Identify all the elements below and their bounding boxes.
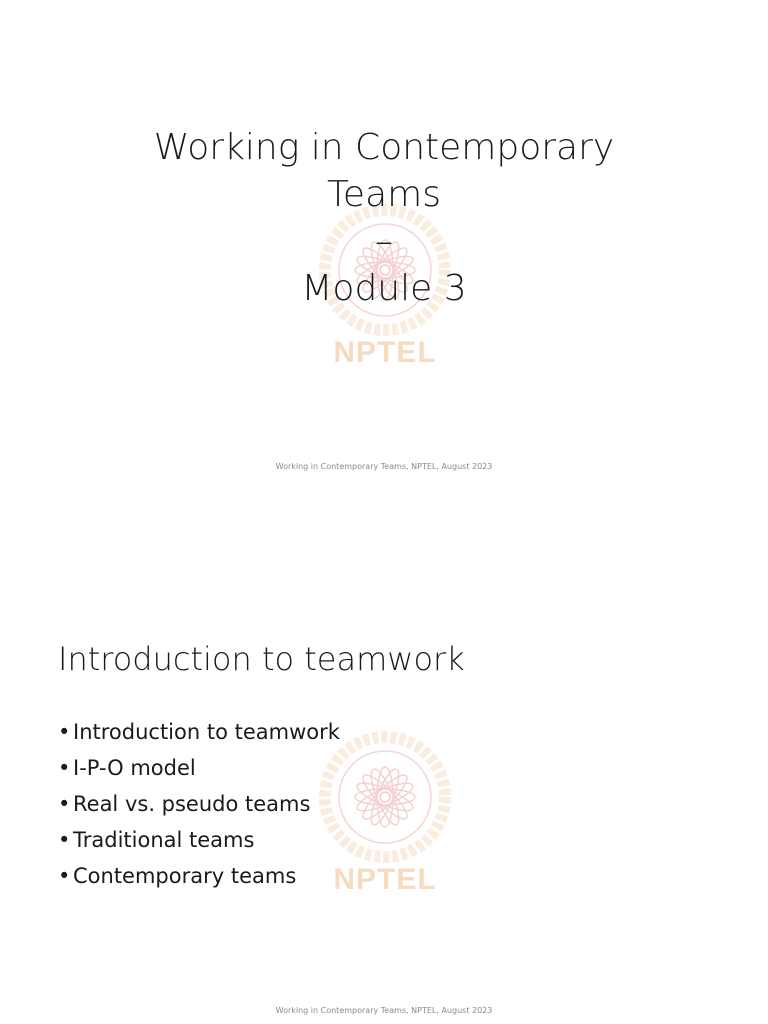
bullet-item (58, 822, 340, 858)
title-line-2: Teams (327, 174, 441, 215)
slide-intro (0, 512, 768, 1024)
title-line-3: – (375, 221, 393, 262)
slide-footer: Working in Contemporary Teams, NPTEL, August 2023 (275, 462, 493, 471)
bullet-icon: • (58, 792, 71, 816)
bullet-list (58, 714, 340, 894)
watermark-text: NPTEL (333, 863, 437, 896)
bullet-text: Introduction to teamwork (73, 720, 340, 744)
watermark-text: NPTEL (333, 336, 437, 369)
bullet-text: I-P-O model (73, 756, 196, 780)
slide-title-text (60, 124, 708, 312)
bullet-item (58, 714, 340, 750)
bullet-icon: • (58, 756, 71, 780)
bullet-icon: • (58, 864, 71, 888)
bullet-icon: • (58, 720, 71, 744)
bullet-text: Real vs. pseudo teams (73, 792, 311, 816)
bullet-icon: • (58, 828, 71, 852)
slide-footer: Working in Contemporary Teams, NPTEL, August 2023 (275, 1006, 493, 1015)
bullet-item (58, 786, 340, 822)
bullet-item (58, 858, 340, 894)
bullet-text: Traditional teams (73, 828, 255, 852)
title-line-1: Working in Contemporary (153, 127, 615, 168)
bullet-item (58, 750, 340, 786)
title-line-4: Module 3 (301, 268, 467, 309)
slide-heading: Introduction to teamwork (58, 640, 465, 678)
bullet-text: Contemporary teams (73, 864, 297, 888)
